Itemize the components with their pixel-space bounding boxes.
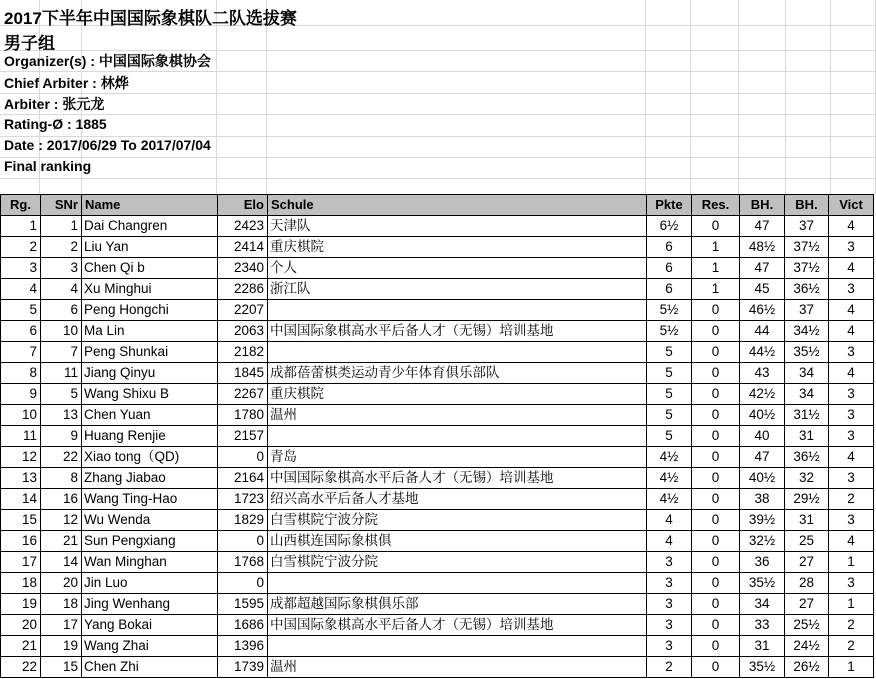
player-name-cell[interactable]: Chen Zhi (82, 657, 218, 678)
player-name-cell[interactable]: Ma Lin (82, 321, 218, 342)
club-cell[interactable]: 个人 (268, 258, 647, 279)
victories-cell[interactable]: 4 (829, 531, 874, 552)
rank-cell[interactable]: 2 (1, 237, 41, 258)
club-cell[interactable]: 中国国际象棋高水平后备人才（无锡）培训基地 (268, 321, 647, 342)
grid-line (0, 114, 876, 115)
club-cell[interactable] (268, 300, 647, 321)
elo-cell[interactable]: 2157 (218, 426, 268, 447)
points-cell[interactable]: 4 (647, 531, 692, 552)
snr-cell[interactable]: 10 (41, 321, 82, 342)
rank-cell[interactable]: 18 (1, 573, 41, 594)
table-row (1, 594, 874, 615)
buchholz-cut-cell[interactable]: 29½ (785, 489, 829, 510)
points-cell[interactable]: 5 (647, 405, 692, 426)
player-name-cell[interactable]: Wang Zhai (82, 636, 218, 657)
elo-cell[interactable]: 2207 (218, 300, 268, 321)
elo-cell[interactable]: 0 (218, 573, 268, 594)
snr-cell[interactable]: 19 (41, 636, 82, 657)
player-name-cell[interactable]: Sun Pengxiang (82, 531, 218, 552)
buchholz-cut-cell[interactable]: 34½ (785, 321, 829, 342)
elo-cell[interactable]: 2063 (218, 321, 268, 342)
club-cell[interactable]: 温州 (268, 657, 647, 678)
rank-cell[interactable]: 17 (1, 552, 41, 573)
player-name-cell[interactable]: Liu Yan (82, 237, 218, 258)
buchholz-cut-cell[interactable]: 27 (785, 594, 829, 615)
buchholz-cell[interactable]: 39½ (740, 510, 785, 531)
grid-line (738, 0, 739, 194)
victories-cell[interactable]: 3 (829, 405, 874, 426)
snr-cell[interactable]: 7 (41, 342, 82, 363)
victories-cell[interactable]: 1 (829, 552, 874, 573)
points-cell[interactable]: 5 (647, 363, 692, 384)
buchholz-cell[interactable]: 42½ (740, 384, 785, 405)
snr-cell[interactable]: 15 (41, 657, 82, 678)
grid-line (0, 71, 876, 72)
victories-cell[interactable]: 3 (829, 510, 874, 531)
table-row (1, 300, 874, 321)
club-cell[interactable]: 重庆棋院 (268, 237, 647, 258)
snr-cell[interactable]: 14 (41, 552, 82, 573)
arbiter-line: Arbiter : 张元龙 (4, 96, 105, 112)
elo-cell[interactable]: 1780 (218, 405, 268, 426)
points-cell[interactable]: 4½ (647, 447, 692, 468)
elo-cell[interactable]: 0 (218, 447, 268, 468)
player-name-cell[interactable]: Wang Ting-Hao (82, 489, 218, 510)
grid-line (216, 0, 217, 194)
club-cell[interactable] (268, 636, 647, 657)
victories-cell[interactable]: 2 (829, 489, 874, 510)
player-name-cell[interactable]: Xu Minghui (82, 279, 218, 300)
buchholz-cell[interactable]: 38 (740, 489, 785, 510)
club-cell[interactable]: 浙江队 (268, 279, 647, 300)
club-cell[interactable]: 天津队 (268, 216, 647, 237)
grid-line (0, 178, 876, 179)
col-header-name[interactable]: Name (82, 195, 218, 216)
buchholz-cell[interactable]: 44½ (740, 342, 785, 363)
rank-cell[interactable]: 7 (1, 342, 41, 363)
table-header-row (1, 195, 874, 216)
result-cell[interactable]: 0 (692, 552, 740, 573)
buchholz-cut-cell[interactable]: 32 (785, 468, 829, 489)
result-cell[interactable]: 0 (692, 426, 740, 447)
buchholz-cut-cell[interactable]: 28 (785, 573, 829, 594)
player-name-cell[interactable]: Dai Changren (82, 216, 218, 237)
buchholz-cut-cell[interactable]: 34 (785, 384, 829, 405)
buchholz-cut-cell[interactable]: 35½ (785, 342, 829, 363)
buchholz-cell[interactable]: 47 (740, 447, 785, 468)
points-cell[interactable]: 3 (647, 573, 692, 594)
points-cell[interactable]: 5 (647, 384, 692, 405)
club-cell[interactable]: 山西棋连国际象棋俱 (268, 531, 647, 552)
victories-cell[interactable]: 4 (829, 321, 874, 342)
result-cell[interactable]: 1 (692, 258, 740, 279)
points-cell[interactable]: 3 (647, 594, 692, 615)
snr-cell[interactable]: 4 (41, 279, 82, 300)
rank-cell[interactable]: 5 (1, 300, 41, 321)
table-row (1, 237, 874, 258)
elo-cell[interactable]: 2164 (218, 468, 268, 489)
snr-cell[interactable]: 6 (41, 300, 82, 321)
organizer-line: Organizer(s) : 中国国际象棋协会 (4, 53, 211, 69)
club-cell[interactable]: 重庆棋院 (268, 384, 647, 405)
snr-cell[interactable]: 9 (41, 426, 82, 447)
grid-line (0, 157, 876, 158)
buchholz-cut-cell[interactable]: 37 (785, 300, 829, 321)
snr-cell[interactable]: 22 (41, 447, 82, 468)
buchholz-cell[interactable]: 40½ (740, 468, 785, 489)
buchholz-cut-cell[interactable]: 36½ (785, 447, 829, 468)
points-cell[interactable]: 6 (647, 258, 692, 279)
victories-cell[interactable]: 1 (829, 594, 874, 615)
buchholz-cut-cell[interactable]: 36½ (785, 279, 829, 300)
col-header-snr[interactable]: SNr (41, 195, 82, 216)
col-header-elo[interactable]: Elo (218, 195, 268, 216)
table-row (1, 573, 874, 594)
points-cell[interactable]: 6 (647, 237, 692, 258)
points-cell[interactable]: 3 (647, 615, 692, 636)
buchholz-cell[interactable]: 36 (740, 552, 785, 573)
club-cell[interactable]: 成都超越国际象棋俱乐部 (268, 594, 647, 615)
snr-cell[interactable]: 5 (41, 384, 82, 405)
victories-cell[interactable]: 3 (829, 468, 874, 489)
grid-line (830, 0, 831, 194)
table-row (1, 468, 874, 489)
col-header-victories[interactable]: Vict (829, 195, 874, 216)
points-cell[interactable]: 6½ (647, 216, 692, 237)
buchholz-cell[interactable]: 44 (740, 321, 785, 342)
buchholz-cut-cell[interactable]: 24½ (785, 636, 829, 657)
player-name-cell[interactable]: Huang Renjie (82, 426, 218, 447)
points-cell[interactable]: 6 (647, 279, 692, 300)
result-cell[interactable]: 1 (692, 237, 740, 258)
result-cell[interactable]: 0 (692, 468, 740, 489)
table-row (1, 615, 874, 636)
result-cell[interactable]: 0 (692, 489, 740, 510)
table-row (1, 216, 874, 237)
player-name-cell[interactable]: Wang Shixu B (82, 384, 218, 405)
buchholz-cut-cell[interactable]: 37½ (785, 237, 829, 258)
spreadsheet-grid (0, 0, 876, 194)
elo-cell[interactable]: 2340 (218, 258, 268, 279)
player-name-cell[interactable]: Xiao tong（QD) (82, 447, 218, 468)
table-row (1, 279, 874, 300)
snr-cell[interactable]: 12 (41, 510, 82, 531)
elo-cell[interactable]: 2414 (218, 237, 268, 258)
victories-cell[interactable]: 4 (829, 447, 874, 468)
snr-cell[interactable]: 1 (41, 216, 82, 237)
table-row (1, 384, 874, 405)
player-name-cell[interactable]: Zhang Jiabao (82, 468, 218, 489)
club-cell[interactable] (268, 573, 647, 594)
buchholz-cell[interactable]: 40 (740, 426, 785, 447)
rank-cell[interactable]: 19 (1, 594, 41, 615)
table-row (1, 405, 874, 426)
result-cell[interactable]: 0 (692, 384, 740, 405)
col-header-points[interactable]: Pkte (647, 195, 692, 216)
elo-cell[interactable]: 1829 (218, 510, 268, 531)
elo-cell[interactable]: 2286 (218, 279, 268, 300)
rank-cell[interactable]: 1 (1, 216, 41, 237)
player-name-cell[interactable]: Yang Bokai (82, 615, 218, 636)
grid-line (690, 0, 691, 194)
buchholz-cell[interactable]: 35½ (740, 657, 785, 678)
result-cell[interactable]: 0 (692, 636, 740, 657)
snr-cell[interactable]: 17 (41, 615, 82, 636)
section-subtitle: 男子组 (4, 34, 55, 53)
result-cell[interactable]: 0 (692, 510, 740, 531)
result-cell[interactable]: 0 (692, 321, 740, 342)
buchholz-cut-cell[interactable]: 37½ (785, 258, 829, 279)
buchholz-cell[interactable]: 34 (740, 594, 785, 615)
club-cell[interactable]: 温州 (268, 405, 647, 426)
elo-cell[interactable]: 1686 (218, 615, 268, 636)
elo-cell[interactable]: 1595 (218, 594, 268, 615)
col-header-buchholz[interactable]: BH. (740, 195, 785, 216)
victories-cell[interactable]: 4 (829, 258, 874, 279)
buchholz-cell[interactable]: 46½ (740, 300, 785, 321)
result-cell[interactable]: 1 (692, 279, 740, 300)
col-header-club[interactable]: Schule (268, 195, 647, 216)
victories-cell[interactable]: 2 (829, 636, 874, 657)
elo-cell[interactable]: 2182 (218, 342, 268, 363)
elo-cell[interactable]: 2423 (218, 216, 268, 237)
table-row (1, 447, 874, 468)
rating-average-line: Rating-Ø : 1885 (4, 116, 107, 132)
points-cell[interactable]: 3 (647, 636, 692, 657)
rank-cell[interactable]: 11 (1, 426, 41, 447)
victories-cell[interactable]: 4 (829, 300, 874, 321)
grid-line (266, 0, 267, 194)
buchholz-cell[interactable]: 32½ (740, 531, 785, 552)
rank-cell[interactable]: 22 (1, 657, 41, 678)
points-cell[interactable]: 5 (647, 426, 692, 447)
buchholz-cell[interactable]: 47 (740, 216, 785, 237)
buchholz-cut-cell[interactable]: 25½ (785, 615, 829, 636)
date-range-line: Date : 2017/06/29 To 2017/07/04 (4, 137, 211, 153)
victories-cell[interactable]: 4 (829, 216, 874, 237)
points-cell[interactable]: 5½ (647, 300, 692, 321)
elo-cell[interactable]: 2267 (218, 384, 268, 405)
result-cell[interactable]: 0 (692, 405, 740, 426)
snr-cell[interactable]: 2 (41, 237, 82, 258)
points-cell[interactable]: 4½ (647, 489, 692, 510)
victories-cell[interactable]: 1 (829, 657, 874, 678)
player-name-cell[interactable]: Chen Yuan (82, 405, 218, 426)
rank-cell[interactable]: 3 (1, 258, 41, 279)
grid-line (645, 0, 646, 194)
result-cell[interactable]: 0 (692, 216, 740, 237)
elo-cell[interactable]: 1845 (218, 363, 268, 384)
grid-line (785, 0, 786, 194)
victories-cell[interactable]: 3 (829, 342, 874, 363)
table-row (1, 489, 874, 510)
table-row (1, 531, 874, 552)
chief-arbiter-line: Chief Arbiter : 林烨 (4, 75, 129, 91)
victories-cell[interactable]: 3 (829, 573, 874, 594)
rank-cell[interactable]: 6 (1, 321, 41, 342)
result-cell[interactable]: 0 (692, 531, 740, 552)
rank-cell[interactable]: 14 (1, 489, 41, 510)
buchholz-cut-cell[interactable]: 31 (785, 426, 829, 447)
result-cell[interactable]: 0 (692, 300, 740, 321)
elo-cell[interactable]: 1723 (218, 489, 268, 510)
victories-cell[interactable]: 4 (829, 363, 874, 384)
col-header-buchholz-cut[interactable]: BH. (785, 195, 829, 216)
elo-cell[interactable]: 0 (218, 531, 268, 552)
table-row (1, 552, 874, 573)
table-row (1, 510, 874, 531)
rank-cell[interactable]: 20 (1, 615, 41, 636)
snr-cell[interactable]: 21 (41, 531, 82, 552)
victories-cell[interactable]: 2 (829, 615, 874, 636)
snr-cell[interactable]: 18 (41, 594, 82, 615)
victories-cell[interactable]: 3 (829, 384, 874, 405)
table-row (1, 657, 874, 678)
rank-cell[interactable]: 9 (1, 384, 41, 405)
buchholz-cut-cell[interactable]: 26½ (785, 657, 829, 678)
tournament-title: 2017下半年中国国际象棋队二队选拔赛 (4, 9, 297, 28)
club-cell[interactable]: 中国国际象棋高水平后备人才（无锡）培训基地 (268, 468, 647, 489)
points-cell[interactable]: 5 (647, 342, 692, 363)
player-name-cell[interactable]: Jiang Qinyu (82, 363, 218, 384)
player-name-cell[interactable]: Wan Minghan (82, 552, 218, 573)
elo-cell[interactable]: 1768 (218, 552, 268, 573)
table-row (1, 636, 874, 657)
buchholz-cut-cell[interactable]: 25 (785, 531, 829, 552)
buchholz-cut-cell[interactable]: 31 (785, 510, 829, 531)
player-name-cell[interactable]: Wu Wenda (82, 510, 218, 531)
col-header-rank[interactable]: Rg. (1, 195, 41, 216)
result-cell[interactable]: 0 (692, 657, 740, 678)
buchholz-cell[interactable]: 40½ (740, 405, 785, 426)
rank-cell[interactable]: 12 (1, 447, 41, 468)
result-cell[interactable]: 0 (692, 615, 740, 636)
rank-cell[interactable]: 4 (1, 279, 41, 300)
elo-cell[interactable]: 1396 (218, 636, 268, 657)
club-cell[interactable]: 白雪棋院宁波分院 (268, 510, 647, 531)
club-cell[interactable] (268, 342, 647, 363)
snr-cell[interactable]: 20 (41, 573, 82, 594)
rank-cell[interactable]: 13 (1, 468, 41, 489)
result-cell[interactable]: 0 (692, 594, 740, 615)
rank-cell[interactable]: 15 (1, 510, 41, 531)
buchholz-cell[interactable]: 35½ (740, 573, 785, 594)
buchholz-cell[interactable]: 45 (740, 279, 785, 300)
rank-cell[interactable]: 21 (1, 636, 41, 657)
snr-cell[interactable]: 3 (41, 258, 82, 279)
buchholz-cell[interactable]: 47 (740, 258, 785, 279)
elo-cell[interactable]: 1739 (218, 657, 268, 678)
snr-cell[interactable]: 16 (41, 489, 82, 510)
buchholz-cut-cell[interactable]: 27 (785, 552, 829, 573)
club-cell[interactable]: 白雪棋院宁波分院 (268, 552, 647, 573)
table-row (1, 363, 874, 384)
result-cell[interactable]: 0 (692, 447, 740, 468)
buchholz-cell[interactable]: 31 (740, 636, 785, 657)
rank-cell[interactable]: 8 (1, 363, 41, 384)
buchholz-cell[interactable]: 43 (740, 363, 785, 384)
club-cell[interactable]: 绍兴高水平后备人才基地 (268, 489, 647, 510)
player-name-cell[interactable]: Chen Qi b (82, 258, 218, 279)
grid-line (0, 93, 876, 94)
victories-cell[interactable]: 3 (829, 237, 874, 258)
snr-cell[interactable]: 8 (41, 468, 82, 489)
club-cell[interactable]: 中国国际象棋高水平后备人才（无锡）培训基地 (268, 615, 647, 636)
table-row (1, 426, 874, 447)
table-row (1, 321, 874, 342)
table-row (1, 342, 874, 363)
buchholz-cut-cell[interactable]: 37 (785, 216, 829, 237)
buchholz-cell[interactable]: 48½ (740, 237, 785, 258)
result-cell[interactable]: 0 (692, 573, 740, 594)
points-cell[interactable]: 4½ (647, 468, 692, 489)
result-cell[interactable]: 0 (692, 342, 740, 363)
player-name-cell[interactable]: Jing Wenhang (82, 594, 218, 615)
player-name-cell[interactable]: Jin Luo (82, 573, 218, 594)
club-cell[interactable]: 青岛 (268, 447, 647, 468)
points-cell[interactable]: 5½ (647, 321, 692, 342)
points-cell[interactable]: 3 (647, 552, 692, 573)
snr-cell[interactable]: 11 (41, 363, 82, 384)
snr-cell[interactable]: 13 (41, 405, 82, 426)
points-cell[interactable]: 4 (647, 510, 692, 531)
ranking-table (0, 194, 874, 678)
table-row (1, 258, 874, 279)
player-name-cell[interactable]: Peng Shunkai (82, 342, 218, 363)
rank-cell[interactable]: 10 (1, 405, 41, 426)
result-cell[interactable]: 0 (692, 363, 740, 384)
club-cell[interactable]: 成都蓓蕾棋类运动青少年体育俱乐部队 (268, 363, 647, 384)
victories-cell[interactable]: 3 (829, 279, 874, 300)
col-header-result[interactable]: Res. (692, 195, 740, 216)
points-cell[interactable]: 2 (647, 657, 692, 678)
club-cell[interactable] (268, 426, 647, 447)
final-ranking-label: Final ranking (4, 158, 92, 174)
buchholz-cut-cell[interactable]: 34 (785, 363, 829, 384)
buchholz-cell[interactable]: 33 (740, 615, 785, 636)
buchholz-cut-cell[interactable]: 31½ (785, 405, 829, 426)
player-name-cell[interactable]: Peng Hongchi (82, 300, 218, 321)
victories-cell[interactable]: 3 (829, 426, 874, 447)
rank-cell[interactable]: 16 (1, 531, 41, 552)
